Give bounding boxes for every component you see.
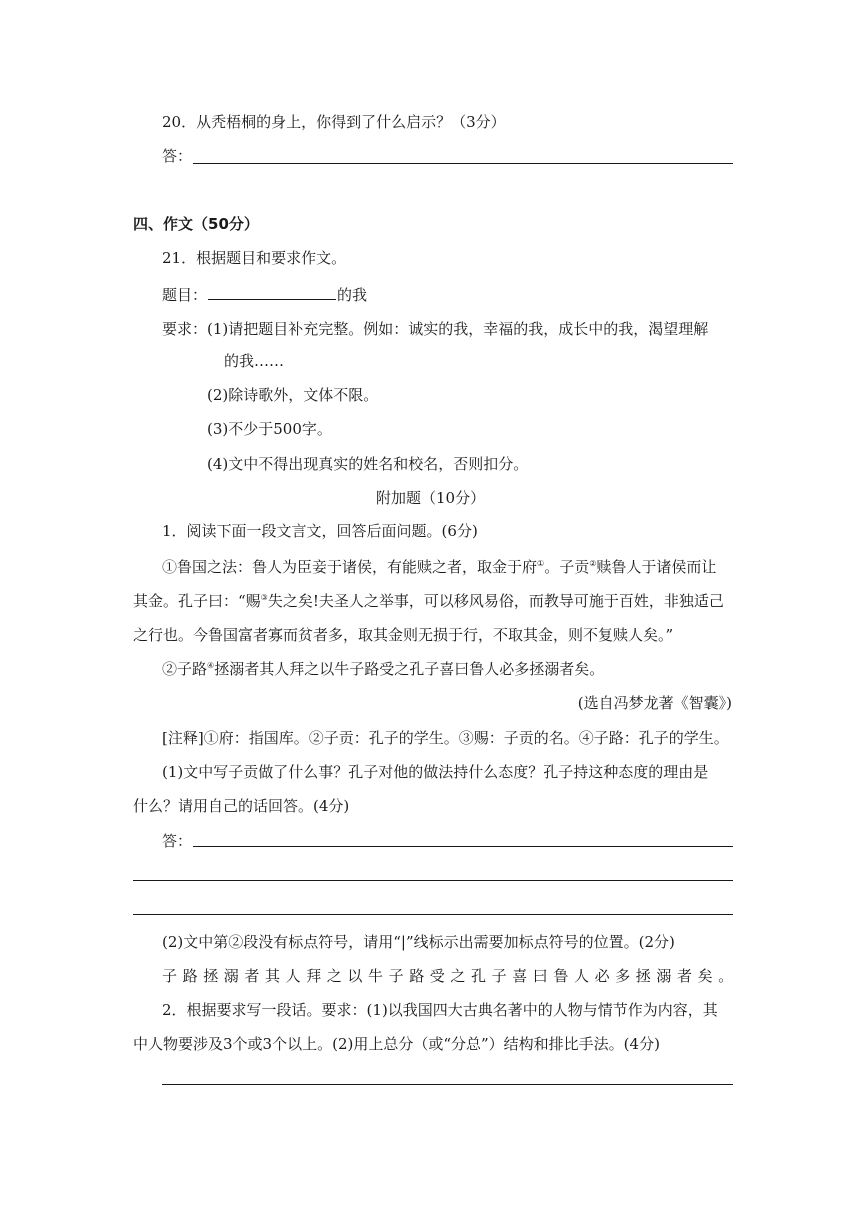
essay-title-line xyxy=(162,284,367,305)
passage-text: 拯溺者其人拜之以牛子路受之孔子喜曰鲁人必多拯溺者矣。 xyxy=(214,660,605,678)
passage-text: ①鲁国之法：鲁人为臣妾于诸侯，有能赎之者，取金于府 xyxy=(162,558,538,576)
footnote-mark-1: ① xyxy=(537,559,545,568)
essay-title-blank[interactable] xyxy=(208,284,336,300)
bonus-question-2: 2．根据要求写一段话。要求：(1)以我国四大古典名著中的人物与情节作为内容，其 xyxy=(162,1001,718,1019)
bonus-question-1: 1．阅读下面一段文言文，回答后面问题。(6分) xyxy=(162,522,478,540)
passage-para-1-line-3: 之行也。今鲁国富者寡而贫者多，取其金则无损于行，不取其金，则不复赎人矣。” xyxy=(133,626,674,644)
requirement-4: (4)文中不得出现真实的姓名和校名，否则扣分。 xyxy=(207,455,529,473)
passage-notes: [注释]①府：指国库。②子贡：孔子的学生。③赐：子贡的名。④子路：孔子的学生。 xyxy=(162,729,729,747)
passage-source: (选自冯梦龙著《智囊》) xyxy=(577,694,732,712)
requirement-3: (3)不少于500字。 xyxy=(207,420,332,438)
sub-question-1-cont: 什么？请用自己的话回答。(4分) xyxy=(133,797,350,815)
sub-question-1: (1)文中写子贡做了什么事？孔子对他的做法持什么态度？孔子持这种态度的理由是 xyxy=(162,763,709,781)
passage-text: 其金。孔子曰：“赐 xyxy=(133,592,261,610)
essay-title-suffix: 的我 xyxy=(337,286,368,304)
answer-line-3[interactable] xyxy=(133,914,733,915)
essay-title-prefix: 题目： xyxy=(162,286,208,304)
passage-text: ②子路 xyxy=(162,660,208,678)
footnote-mark-2: ② xyxy=(589,559,597,568)
answer-line-2[interactable] xyxy=(133,880,733,881)
footnote-mark-3: ③ xyxy=(260,593,268,602)
question-21: 21．根据题目和要求作文。 xyxy=(162,249,347,267)
passage-para-1-line-1 xyxy=(162,557,716,577)
requirement-1-cont: 的我…… xyxy=(224,352,285,370)
bonus-heading: 附加题（10分） xyxy=(376,489,486,507)
section-4-heading: 四、作文（50分） xyxy=(133,215,259,233)
passage-text: 失之矣!夫圣人之举事，可以移风易俗，而教导可施于百姓，非独适己 xyxy=(267,592,724,610)
bonus-question-2-cont: 中人物要涉及3个或3个以上。(2)用上总分（或“分总”）结构和排比手法。(4分) xyxy=(133,1035,660,1053)
footnote-mark-4: ④ xyxy=(207,661,215,670)
passage-text: 赎鲁人于诸侯而让 xyxy=(596,558,717,576)
passage-para-1-line-2 xyxy=(133,591,724,611)
answer-line-q2[interactable] xyxy=(162,1084,733,1085)
passage-text: 。子贡 xyxy=(544,558,590,576)
answer-label-20: 答： xyxy=(162,147,193,165)
sub-question-2: (2)文中第②段没有标点符号，请用“|”线标示出需要加标点符号的位置。(2分) xyxy=(162,933,675,951)
requirement-1: 要求：(1)请把题目补充完整。例如：诚实的我，幸福的我，成长中的我，渴望理解 xyxy=(162,320,709,338)
passage-para-2 xyxy=(162,659,604,679)
answer-label-bonus: 答： xyxy=(162,832,193,850)
requirement-2: (2)除诗歌外，文体不限。 xyxy=(207,386,379,404)
answer-line-20[interactable] xyxy=(193,163,733,164)
answer-line-1[interactable] xyxy=(193,846,733,847)
unpunctuated-passage[interactable]: 子路拯溺者其人拜之以牛子路受之孔子喜曰鲁人必多拯溺者矣。 xyxy=(162,967,739,985)
question-20: 20．从秃梧桐的身上，你得到了什么启示？（3分） xyxy=(162,113,506,131)
